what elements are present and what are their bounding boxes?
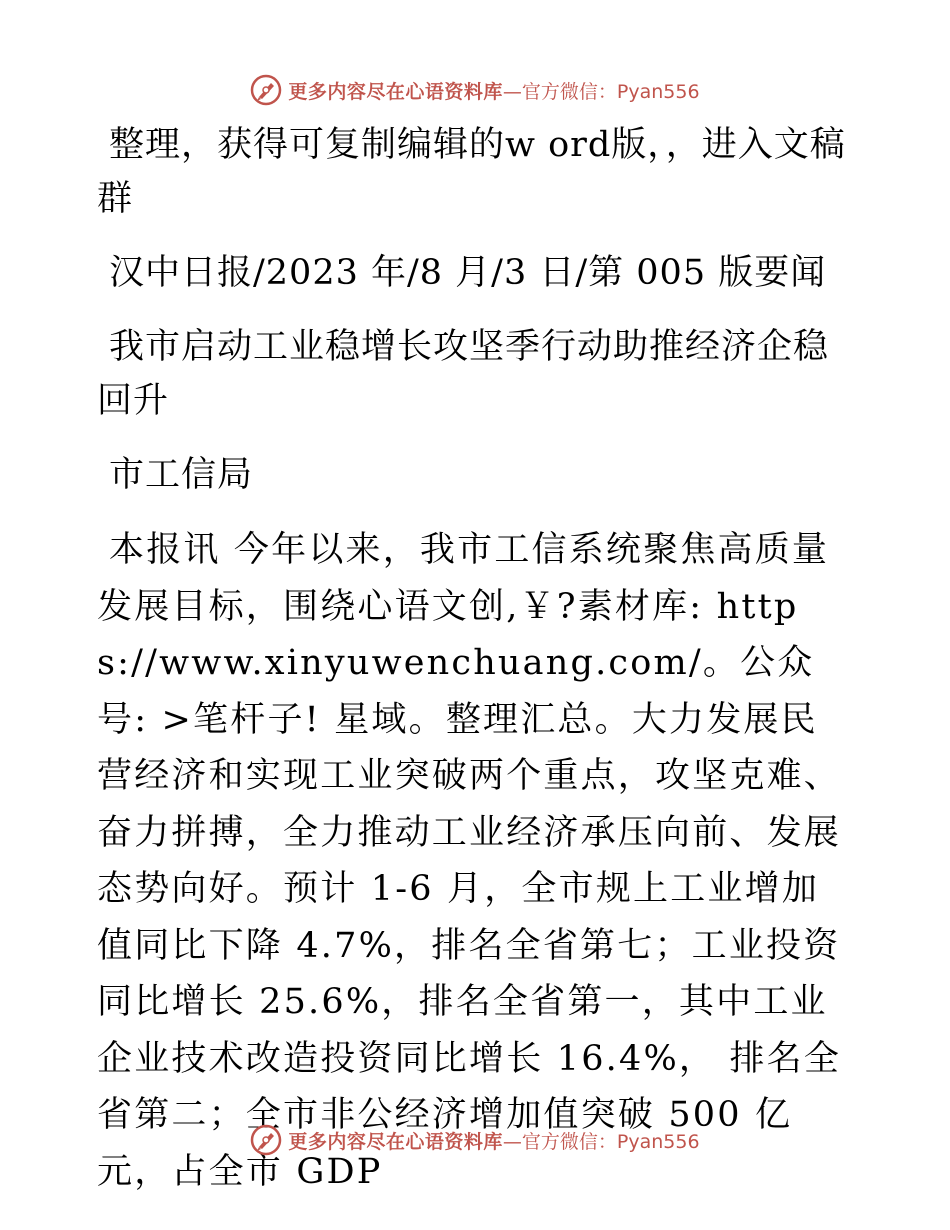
banner-suffix: —官方微信：Pyan556 xyxy=(502,80,700,103)
source-line: 汉中日报/2023 年/8 月/3 日/第 005 版要闻 xyxy=(109,253,827,293)
author-line: 市工信局 xyxy=(109,455,254,495)
document-body xyxy=(97,118,849,1200)
article-title: 我市启动工业稳增长攻坚季行动助推经济企稳回升 xyxy=(97,327,830,421)
pen-logo-icon xyxy=(250,74,282,106)
banner-text: 更多内容尽在心语资料库 xyxy=(288,80,503,103)
pen-logo-icon xyxy=(250,1124,282,1156)
article-body: 本报讯 今年以来，我市工信系统聚焦高质量发展目标，围绕心语文创,￥?素材库: https://www.xinyuwenchuang.com/。公众号: >笔杆子! 星域。整理汇总。大力发展民营经济和实现工业突破两个重点，攻坚克难、奋力拼搏，全力推动工业经济承压向前、发展态势向好。预计 1-6 月，全市规上工业增加值同比下降 4.7%，排名全省第七；工业投资同比增长 25.6%，排名全省第一，其中工业企业技术改造投资同比增长 16.4%， 排名全省第二；全市非公经济增加值突破 500 亿元，占全市 GDP xyxy=(97,530,842,1192)
banner-suffix: —官方微信：Pyan556 xyxy=(502,1130,700,1153)
intro-line: 整理，获得可复制编辑的w ord版，，进入文稿群 xyxy=(97,125,846,219)
banner-text: 更多内容尽在心语资料库 xyxy=(288,1130,503,1153)
footer-watermark-banner xyxy=(0,1120,950,1160)
header-watermark-banner xyxy=(0,70,950,110)
